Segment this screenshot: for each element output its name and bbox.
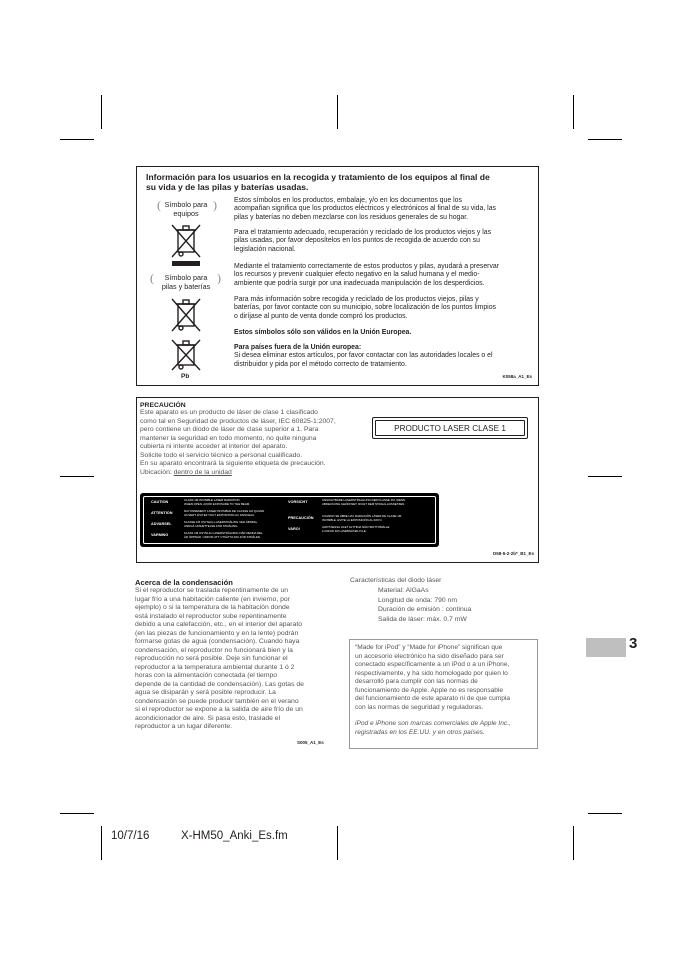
label-line: Símbolo para (164, 273, 208, 282)
location-line (140, 469, 232, 477)
condensation-title: Acerca de la condensación (135, 578, 233, 587)
text-line: baterías, por favor contacte con su municipio, sobre localización de los puntos limpios (234, 304, 496, 312)
text-line: Este aparato es un producto de láser de clase 1 clasificado (140, 409, 318, 416)
crop-mark (588, 476, 622, 477)
text-line: Estos símbolos en los productos, embalaje, y/o en los documentos que los (234, 197, 462, 204)
laser-class-text: PRODUCTO LASER CLASE 1 (375, 420, 525, 436)
text-line: legislación nacional. (234, 245, 296, 253)
crop-mark (337, 826, 338, 860)
weee-title-line: Información para los usuarios en la recogida y tratamiento de los equipos al final de (146, 172, 490, 182)
trademark-line: iPod e iPhone son marcas comerciales de Apple Inc., (355, 720, 511, 727)
crop-mark (60, 476, 94, 477)
reference-code: S005_A1_Es (297, 740, 324, 745)
warning-caption: PRECAUCIÓN (288, 516, 314, 520)
text-line: como tal en Seguridad de productos de láser, IEC 60825-1:2007, (140, 417, 336, 425)
text-line: condensación se puede producir también en el verano (135, 697, 299, 705)
warning-text (184, 521, 258, 528)
text-line: lugar frío a una habitación caliente (en invierno, por (135, 595, 290, 603)
text-line: reproductor a la temperatura ambiental durante 1 ó 2 (135, 663, 295, 671)
text-line: UNSICHTBARE LASERSTRAHLUNG DER KLASSE 1M, WENN (322, 498, 406, 502)
crop-mark (337, 95, 338, 129)
warning-caption: CAUTION (151, 500, 169, 504)
crop-mark (60, 813, 94, 814)
warning-caption: VARO! (288, 527, 300, 531)
precaution-title: PRECAUCIÓN (140, 402, 186, 409)
text-line: En su aparato encontrará la siguiente etiqueta de precaución. (140, 460, 326, 467)
text-line: condensación, el reproductor no funcionará bien y la (135, 646, 293, 654)
weee-title (146, 172, 534, 192)
text-line: INVISIBLE. EVITE LA EXPOSICIÓN AL RAYO. (322, 517, 383, 522)
text-line: Si el reproductor se traslada repentinamente de un (135, 587, 289, 594)
location-label: Ubicación: (140, 468, 174, 476)
text-line: del funcionamiento de este aparato ni de que cumpla (355, 695, 511, 702)
page-number-tab (586, 635, 638, 657)
weee-paragraph (234, 229, 532, 254)
page-number: 3 (629, 635, 638, 652)
text-line: “Made for iPod” y “Made for iPhone” significan que (355, 644, 503, 651)
outside-eu-title: Para países fuera de la Unión europea: (234, 344, 362, 351)
text-line: AVATTAESSA OLET ALTTIINA NÄKYMÄTTÖMÄLLE (322, 525, 390, 529)
diode-output: Salida de láser: máx. 0.7 mW (378, 615, 467, 623)
text-line: depende de la cantidad de condensación). Las gotas de (135, 680, 304, 688)
text-line: ÄR ÖPPNAD. UNDVIK ATT UTSÄTTA DIG FÖR STRÅLEN. (184, 534, 261, 539)
symbol-equipment-label (159, 201, 213, 218)
text-line: KLASSE 1M USYNLIG LASERSTRÅLING VED ÅBNING. (184, 520, 258, 524)
text-line: si el reproductor se expone a la salida de aire frío de un (135, 706, 303, 713)
text-line: RAYONNEMENT LASER INVISIBLE DE CLASSE 1M QUAND (184, 509, 265, 513)
reference-code: K058a_A1_Es (502, 374, 532, 379)
bracket-right: ) (213, 198, 217, 212)
crop-mark (60, 139, 94, 140)
text-line: UNDGÅ UDSÆTTELSE FOR STRÅLING. (184, 523, 239, 528)
crop-mark (588, 813, 622, 814)
laser-warning-label (140, 493, 439, 547)
text-line: ABDECKUNG GEÖFFNET. NICHT DEM STRAHL AUSSETZEN. (322, 501, 406, 506)
text-line: pero contiene un diodo de láser de clase superior a 1. Para (140, 426, 319, 433)
text-line: formarse gotas de agua (condensación). Cuando haya (135, 638, 300, 645)
trademark-line: registradas en los EE.UU. y en otros países. (355, 728, 485, 736)
text-line: LUOKAN 1M LASERSÄTEILYLLE. (322, 528, 367, 533)
text-line: o diríjase al punto de venta donde compró los productos. (234, 312, 408, 320)
diode-emission: Duración de emisión : continua (378, 606, 472, 613)
text-line: agua se disiparán y será posible reproducir. La (135, 689, 276, 696)
diode-material: Material: AlGaAs (378, 587, 429, 594)
crossed-bin-battery-icon (170, 295, 202, 337)
weee-paragraph (234, 344, 532, 369)
text-line: un accesorio electrónico ha sido diseñado para ser (355, 652, 504, 660)
warning-text (322, 499, 405, 506)
diode-wavelength: Longitud de onda: 790 nm (378, 596, 457, 604)
warning-text (322, 526, 389, 533)
text-line: cubierta ni intente acceder al interior del aparato. (140, 443, 288, 450)
bracket-right: ) (217, 271, 221, 285)
eu-only-note: Estos símbolos sólo son válidos en la Unión Europea. (234, 329, 412, 336)
ipod-notice-box (349, 639, 538, 749)
text-line: CUANDO SE ABRE HAY RADIACIÓN LÁSER DE CLASE 1M (322, 514, 402, 518)
text-line: conectado específicamente a un iPod o a un iPhone, (355, 661, 510, 668)
text-line: reproductor a un lugar diferente. (135, 723, 233, 730)
warning-text (184, 510, 264, 517)
text-line: WHEN OPEN, AVOID EXPOSURE TO THE BEAM. (184, 501, 250, 506)
text-line: desarrolló para cumplir con las normas de (355, 678, 478, 685)
warning-text (322, 515, 401, 522)
text-line: ejemplo) o si la temperatura de la habitación donde (135, 604, 290, 611)
crossed-bin-icon (170, 221, 202, 267)
diode-title: Características del diodo láser (350, 577, 442, 584)
crop-mark (573, 826, 574, 860)
warning-text (184, 499, 250, 506)
warning-caption: ATTENTION (151, 511, 173, 515)
warning-caption: VORSICHT (288, 500, 308, 504)
crop-mark (573, 95, 574, 129)
page-tab-bar (586, 638, 626, 657)
crop-mark (101, 826, 102, 860)
warning-text (184, 532, 263, 539)
text-line: OUVERT. ÉVITEZ TOUT EXPOSITION AU FAISCEAU. (184, 512, 255, 517)
weee-paragraph (234, 263, 532, 288)
weee-info-box (136, 166, 539, 386)
text-line: está instalado el reproductor sube repentinamente (135, 612, 287, 620)
weee-paragraph (234, 296, 532, 321)
text-line: KLASS 1M OSYNLIG LASERSTRÅLNING NÄR DENNA DEL (184, 531, 263, 535)
bracket-left: ( (150, 271, 154, 285)
text-line: los recursos y prevenir cualquier efecto negativo en la salud humana y el medio- (234, 271, 480, 279)
text-line: pilas y baterías no deben mezclarse con los residuos generales de su hogar. (234, 213, 469, 221)
text-line: Mediante el tratamiento correctamente de estos productos y pilas, ayudará a preservar (234, 263, 500, 270)
crop-mark (101, 95, 102, 129)
bracket-left: ( (157, 198, 161, 212)
symbol-batteries-label (154, 274, 218, 291)
reference-code: D58-5-2-2b*_B1_Es (492, 551, 534, 556)
text-line: horas con la alimentación conectada (el tiempo (135, 672, 278, 679)
footer-filename: X-HM50_Anki_Es.fm (181, 830, 288, 842)
text-line: Para más información sobre recogida y reciclado de los productos viejos, pilas y (234, 296, 479, 303)
text-line: reproducción no será posible. Deje sin funcionar el (135, 655, 288, 662)
text-line: Para el tratamiento adecuado, recuperación y reciclado de los productos viejos y las (234, 229, 492, 236)
pb-label: Pb (181, 373, 190, 380)
text-line: mantener la seguridad en todo momento, no quite ninguna (140, 434, 317, 442)
weee-title-line: su vida y de las pilas y baterías usadas. (146, 182, 309, 192)
weee-paragraph (234, 197, 532, 222)
crop-mark (588, 139, 622, 140)
text-line: respectivamente, y ha sido homologado por quien lo (355, 669, 508, 677)
warning-caption: ADVARSEL (151, 522, 172, 526)
text-line: CLASS 1M INVISIBLE LASER RADIATION (184, 498, 240, 502)
text-line: distribuidor y pida por el método correcto de tratamiento. (234, 360, 407, 368)
text-line: con las normas de seguridad y reguladoras. (355, 703, 484, 711)
laser-class-label (372, 417, 528, 439)
text-line: Solicite todo el servicio técnico a personal cualificado. (140, 451, 303, 459)
label-line: equipos (173, 208, 199, 218)
text-line: Si desea eliminar estos artículos, por favor contactar con las autoridades locales o el (234, 352, 493, 360)
location-value: dentro de la unidad (173, 468, 232, 476)
text-line: pilas usadas, por favor deposítelos en los puntos de recogida de acuerdo con su (234, 237, 480, 245)
text-line: (en las piezas de funcionamiento y en la lente) podrán (135, 629, 299, 637)
text-line: acompañan significa que los productos eléctricos y electrónicos al final de su vida, las (234, 205, 496, 213)
label-line: pilas y baterías (161, 281, 211, 291)
text-line: funcionamiento de Apple. Apple no es responsable (355, 686, 504, 694)
text-line: debido a una calefacción, etc., en el interior del aparato (135, 621, 303, 628)
text-line: ambiente que podría surgir por una inadecuada manipulación de los desperdicios. (234, 279, 485, 287)
label-line: Símbolo para (164, 200, 208, 209)
warning-caption: VARNING (151, 533, 169, 537)
text-line: acondicionador de aire. Si pasa esto, traslade el (135, 714, 281, 722)
crossed-bin-pb-icon (170, 339, 202, 377)
precaution-box (136, 397, 539, 563)
footer-date: 10/7/16 (111, 830, 150, 842)
